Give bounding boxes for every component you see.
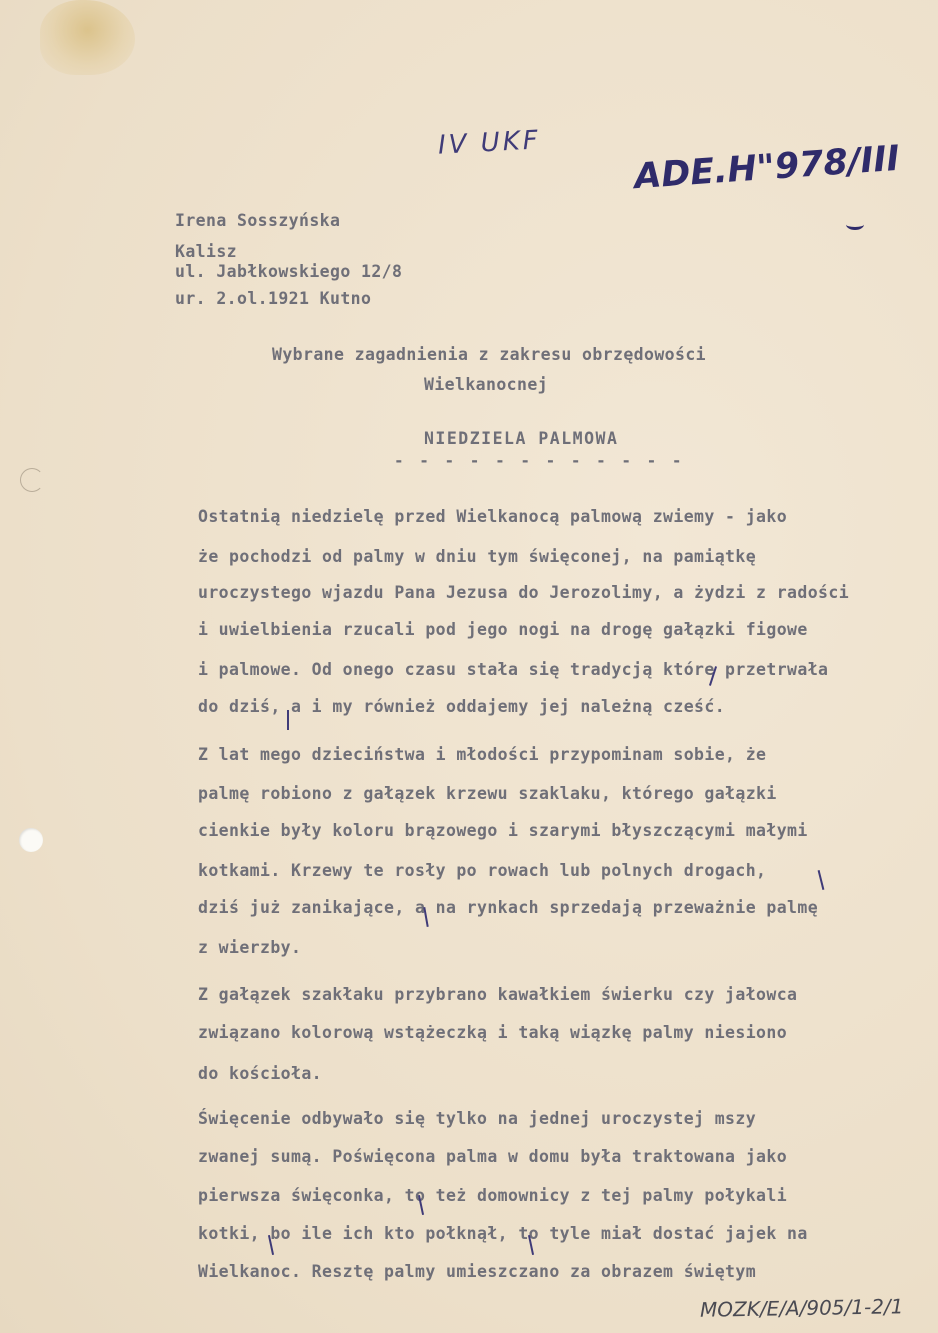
- paragraph-2-line-6: z wierzby.: [198, 938, 302, 957]
- punch-hole: [19, 828, 43, 852]
- paragraph-1-line-1: Ostatnią niedzielę przed Wielkanocą palmową zwiemy - jako: [198, 507, 788, 526]
- document-title-line-2: Wielkanocnej: [424, 375, 549, 394]
- paragraph-4-line-3: pierwsza święconka, to też domownicy z tej palmy połykali: [198, 1186, 788, 1205]
- author-city: Kalisz: [175, 242, 238, 261]
- paragraph-2-line-3: cienkie były koloru brązowego i szarymi błyszczącymi małymi: [198, 821, 808, 840]
- paragraph-3-line-2: związano kolorową wstążeczką i taką wiązkę palmy niesiono: [198, 1023, 788, 1042]
- paragraph-4-line-5: Wielkanoc. Resztę palmy umieszczano za obrazem świętym: [198, 1262, 757, 1281]
- section-heading: NIEDZIELA PALMOWA: [424, 429, 619, 448]
- paragraph-1-line-5: i palmowe. Od onego czasu stała się tradycją które przetrwała: [198, 660, 829, 679]
- catalog-underline-mark: [846, 219, 864, 230]
- paragraph-2-line-5: dziś już zanikające, a na rynkach sprzedają przeważnie palmę: [198, 898, 819, 917]
- section-heading-underline: - - - - - - - - - - - -: [394, 451, 685, 470]
- paragraph-3-line-1: Z gałązek szakłaku przybrano kawałkiem świerku czy jałowca: [198, 985, 798, 1004]
- paragraph-2-line-4: kotkami. Krzewy te rosły po rowach lub polnych drogach,: [198, 861, 767, 880]
- paragraph-4-line-4: kotki, bo ile ich kto połknął, to tyle miał dostać jajek na: [198, 1224, 808, 1243]
- paragraph-4-line-2: zwanej sumą. Poświęcona palma w domu była traktowana jako: [198, 1147, 788, 1166]
- author-name: Irena Sosszyńska: [175, 211, 341, 230]
- paragraph-2-line-2: palmę robiono z gałązek krzewu szaklaku, którego gałązki: [198, 784, 777, 803]
- paragraph-1-line-3: uroczystego wjazdu Pana Jezusa do Jerozolimy, a żydzi z radości: [198, 583, 850, 602]
- document-title-line-1: Wybrane zagadnienia z zakresu obrzędowości: [272, 345, 707, 364]
- author-street: ul. Jabłkowskiego 12/8: [175, 262, 403, 281]
- paragraph-3-line-3: do kościoła.: [198, 1064, 323, 1083]
- punch-hole-mark: [20, 468, 44, 492]
- paragraph-2-line-1: Z lat mego dzieciństwa i młodości przypominam sobie, że: [198, 745, 767, 764]
- author-born: ur. 2.ol.1921 Kutno: [175, 289, 372, 308]
- archive-signature: MOZK/E/A/905/1-2/1: [699, 1294, 904, 1322]
- paragraph-1-line-6: do dziś, a i my również oddajemy jej należną cześć.: [198, 697, 726, 716]
- pen-comma-mark: [287, 710, 289, 730]
- handwritten-catalog-number: ADE.H"978/III: [632, 138, 901, 198]
- paper-stain: [40, 0, 135, 75]
- handwritten-top-note: IV UKF: [437, 125, 542, 161]
- paragraph-1-line-2: że pochodzi od palmy w dniu tym święconej, na pamiątkę: [198, 547, 757, 566]
- paragraph-1-line-4: i uwielbienia rzucali pod jego nogi na drogę gałązki figowe: [198, 620, 808, 639]
- paragraph-4-line-1: Święcenie odbywało się tylko na jednej uroczystej mszy: [198, 1109, 757, 1128]
